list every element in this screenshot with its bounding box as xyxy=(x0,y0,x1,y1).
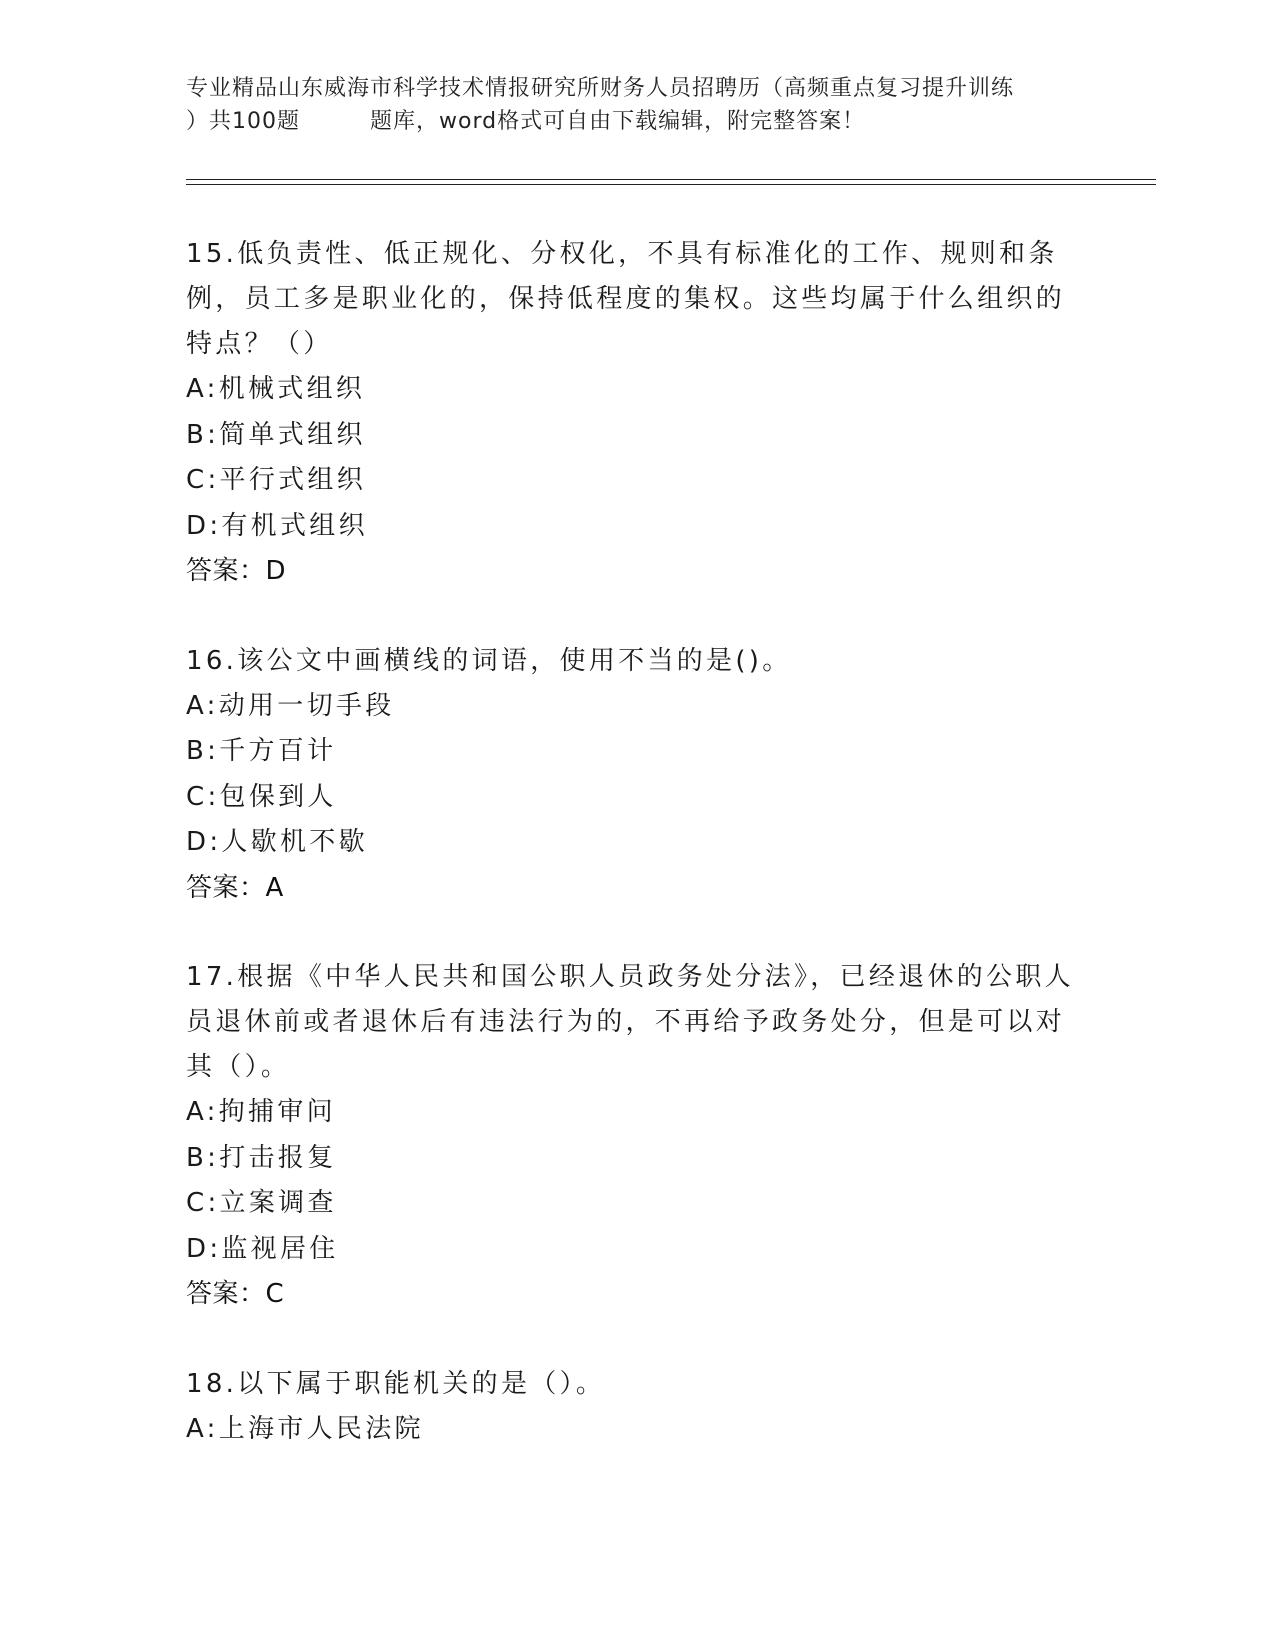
option-b: B:简单式组织 xyxy=(186,419,366,450)
question-15 xyxy=(186,232,1086,595)
question-stem: 18.以下属于职能机关的是（）。 xyxy=(186,1368,606,1399)
option-d: D:人歇机不歇 xyxy=(186,827,368,857)
header-title-line-1: 专业精品山东威海市科学技术情报研究所财务人员招聘历（高频重点复习提升训练 xyxy=(186,76,1015,101)
header-divider-top xyxy=(186,179,1156,180)
question-stem: 16.该公文中画横线的词语，使用不当的是()。 xyxy=(186,645,792,676)
option-b: B:千方百计 xyxy=(186,736,337,766)
option-c: C:平行式组织 xyxy=(186,465,367,495)
document-header xyxy=(186,72,1086,138)
answer-line: 答案：C xyxy=(186,1279,285,1309)
answer-line: 答案：A xyxy=(186,872,284,903)
option-c: C:立案调查 xyxy=(186,1188,337,1218)
question-17 xyxy=(186,955,1086,1318)
option-a: A:动用一切手段 xyxy=(186,690,395,721)
option-d: D:监视居住 xyxy=(186,1233,339,1264)
question-stem: 17.根据《中华人民共和国公职人员政务处分法》，已经退休的公职人员退休前或者退休后有违法行为的，不再给予政务处分，但是可以对其（）。 xyxy=(186,962,1074,1082)
header-divider-bottom xyxy=(186,184,1156,185)
header-title-count: ）共100题 xyxy=(186,109,300,134)
option-a: A:拘捕审问 xyxy=(186,1097,336,1127)
header-title-note: 题库，word格式可自由下载编辑，附完整答案！ xyxy=(370,109,866,134)
answer-line: 答案：D xyxy=(186,556,287,586)
question-stem: 15.低负责性、低正规化、分权化，不具有标准化的工作、规则和条例，员工多是职业化的，保持低程度的集权。这些均属于什么组织的特点？（） xyxy=(186,239,1066,359)
option-b: B:打击报复 xyxy=(186,1142,337,1173)
option-a: A:上海市人民法院 xyxy=(186,1413,424,1444)
option-a: A:机械式组织 xyxy=(186,374,366,404)
option-d: D:有机式组织 xyxy=(186,510,368,541)
question-18 xyxy=(186,1362,1086,1453)
question-16 xyxy=(186,639,1086,912)
question-list xyxy=(186,232,1086,1496)
option-c: C:包保到人 xyxy=(186,781,337,812)
header-title-line-2 xyxy=(186,105,1086,138)
